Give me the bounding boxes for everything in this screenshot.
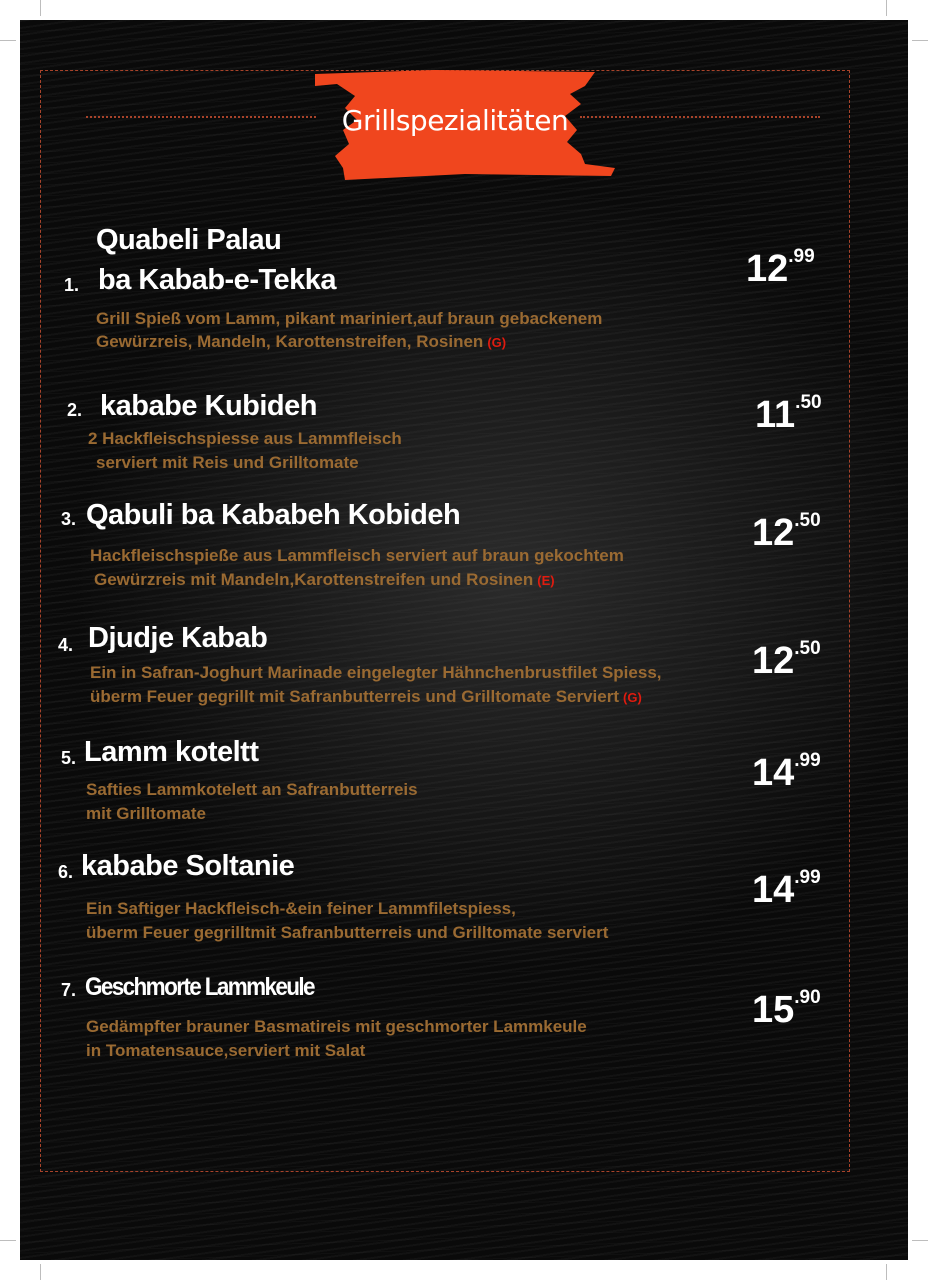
price-cents: .99 <box>788 246 815 267</box>
item-description: in Tomatensauce,serviert mit Salat <box>86 1041 366 1060</box>
item-name: Lamm koteltt <box>84 736 259 768</box>
price-cents: .50 <box>794 638 821 659</box>
item-description: Ein Saftiger Hackfleisch-&ein feiner Lammfiletspiess, <box>86 899 516 918</box>
item-description: 2 Hackfleischspiesse aus Lammfleisch <box>88 429 402 448</box>
item-name: kababe Kubideh <box>100 390 317 422</box>
price-cents: .99 <box>794 867 821 888</box>
item-description: Hackfleischspieße aus Lammfleisch serviert auf braun gekochtem <box>90 546 624 565</box>
price-main: 11 <box>755 394 796 436</box>
item-price <box>746 246 815 291</box>
item-price <box>752 750 821 795</box>
description-text: Gewürzreis mit Mandeln,Karottenstreifen und Rosinen <box>94 570 534 589</box>
crop-mark <box>886 0 887 16</box>
crop-mark <box>886 1264 887 1280</box>
item-description: überm Feuer gegrilltmit Safranbutterreis und Grilltomate serviert <box>86 923 609 942</box>
crop-mark <box>0 40 16 41</box>
price-main: 15 <box>752 989 795 1031</box>
crop-mark <box>40 0 41 16</box>
item-number: 4. <box>58 635 74 655</box>
allergen-tag: (G) <box>487 335 507 350</box>
item-price <box>755 392 822 437</box>
item-name: ba Kabab-e-Tekka <box>98 264 337 296</box>
allergen-tag: (E) <box>537 573 555 588</box>
item-price <box>752 510 821 555</box>
item-description: mit Grilltomate <box>86 804 206 823</box>
allergen-tag: (G) <box>623 690 642 705</box>
price-cents: .50 <box>795 392 822 413</box>
item-number: 6. <box>58 862 74 882</box>
crop-mark <box>0 1240 16 1241</box>
item-name: Geschmorte Lammkeule <box>85 973 314 1001</box>
item-price <box>752 987 821 1032</box>
price-main: 12 <box>752 640 795 682</box>
description-text: überm Feuer gegrillt mit Safranbutterreis und Grilltomate Serviert <box>90 687 620 706</box>
item-name: Quabeli Palau <box>96 224 282 256</box>
item-number: 2. <box>67 400 83 420</box>
item-description <box>94 568 555 593</box>
item-description: Gedämpfter brauner Basmatireis mit geschmorter Lammkeule <box>86 1017 587 1036</box>
item-description: Grill Spieß vom Lamm, pikant mariniert,auf braun gebackenem <box>96 309 603 328</box>
crop-mark <box>40 1264 41 1280</box>
item-description <box>96 330 506 355</box>
crop-mark <box>912 40 928 41</box>
item-name: Djudje Kabab <box>88 622 268 654</box>
price-cents: .50 <box>794 510 821 531</box>
item-number: 3. <box>61 509 77 529</box>
item-name: Qabuli ba Kababeh Kobideh <box>86 499 461 531</box>
item-description <box>90 685 642 710</box>
item-number: 5. <box>61 748 77 768</box>
item-description: Safties Lammkotelett an Safranbutterreis <box>86 780 418 799</box>
price-main: 14 <box>752 869 795 911</box>
item-price <box>752 867 821 912</box>
item-number: 7. <box>61 980 77 1000</box>
item-number: 1. <box>64 275 80 295</box>
price-main: 12 <box>746 248 789 290</box>
title-rule-left <box>86 116 316 118</box>
price-cents: .99 <box>794 750 821 771</box>
crop-mark <box>912 1240 928 1241</box>
item-description: Ein in Safran-Joghurt Marinade eingelegter Hähnchenbrustfilet Spiess, <box>90 663 662 682</box>
item-price <box>752 638 821 683</box>
price-main: 14 <box>752 752 795 794</box>
item-name: kababe Soltanie <box>81 850 295 882</box>
section-title: Grillspezialitäten <box>341 104 569 137</box>
description-text: Gewürzreis, Mandeln, Karottenstreifen, Rosinen <box>96 332 484 351</box>
item-description: serviert mit Reis und Grilltomate <box>96 453 359 472</box>
price-main: 12 <box>752 512 795 554</box>
price-cents: .90 <box>794 987 821 1008</box>
menu-page <box>20 20 908 1260</box>
